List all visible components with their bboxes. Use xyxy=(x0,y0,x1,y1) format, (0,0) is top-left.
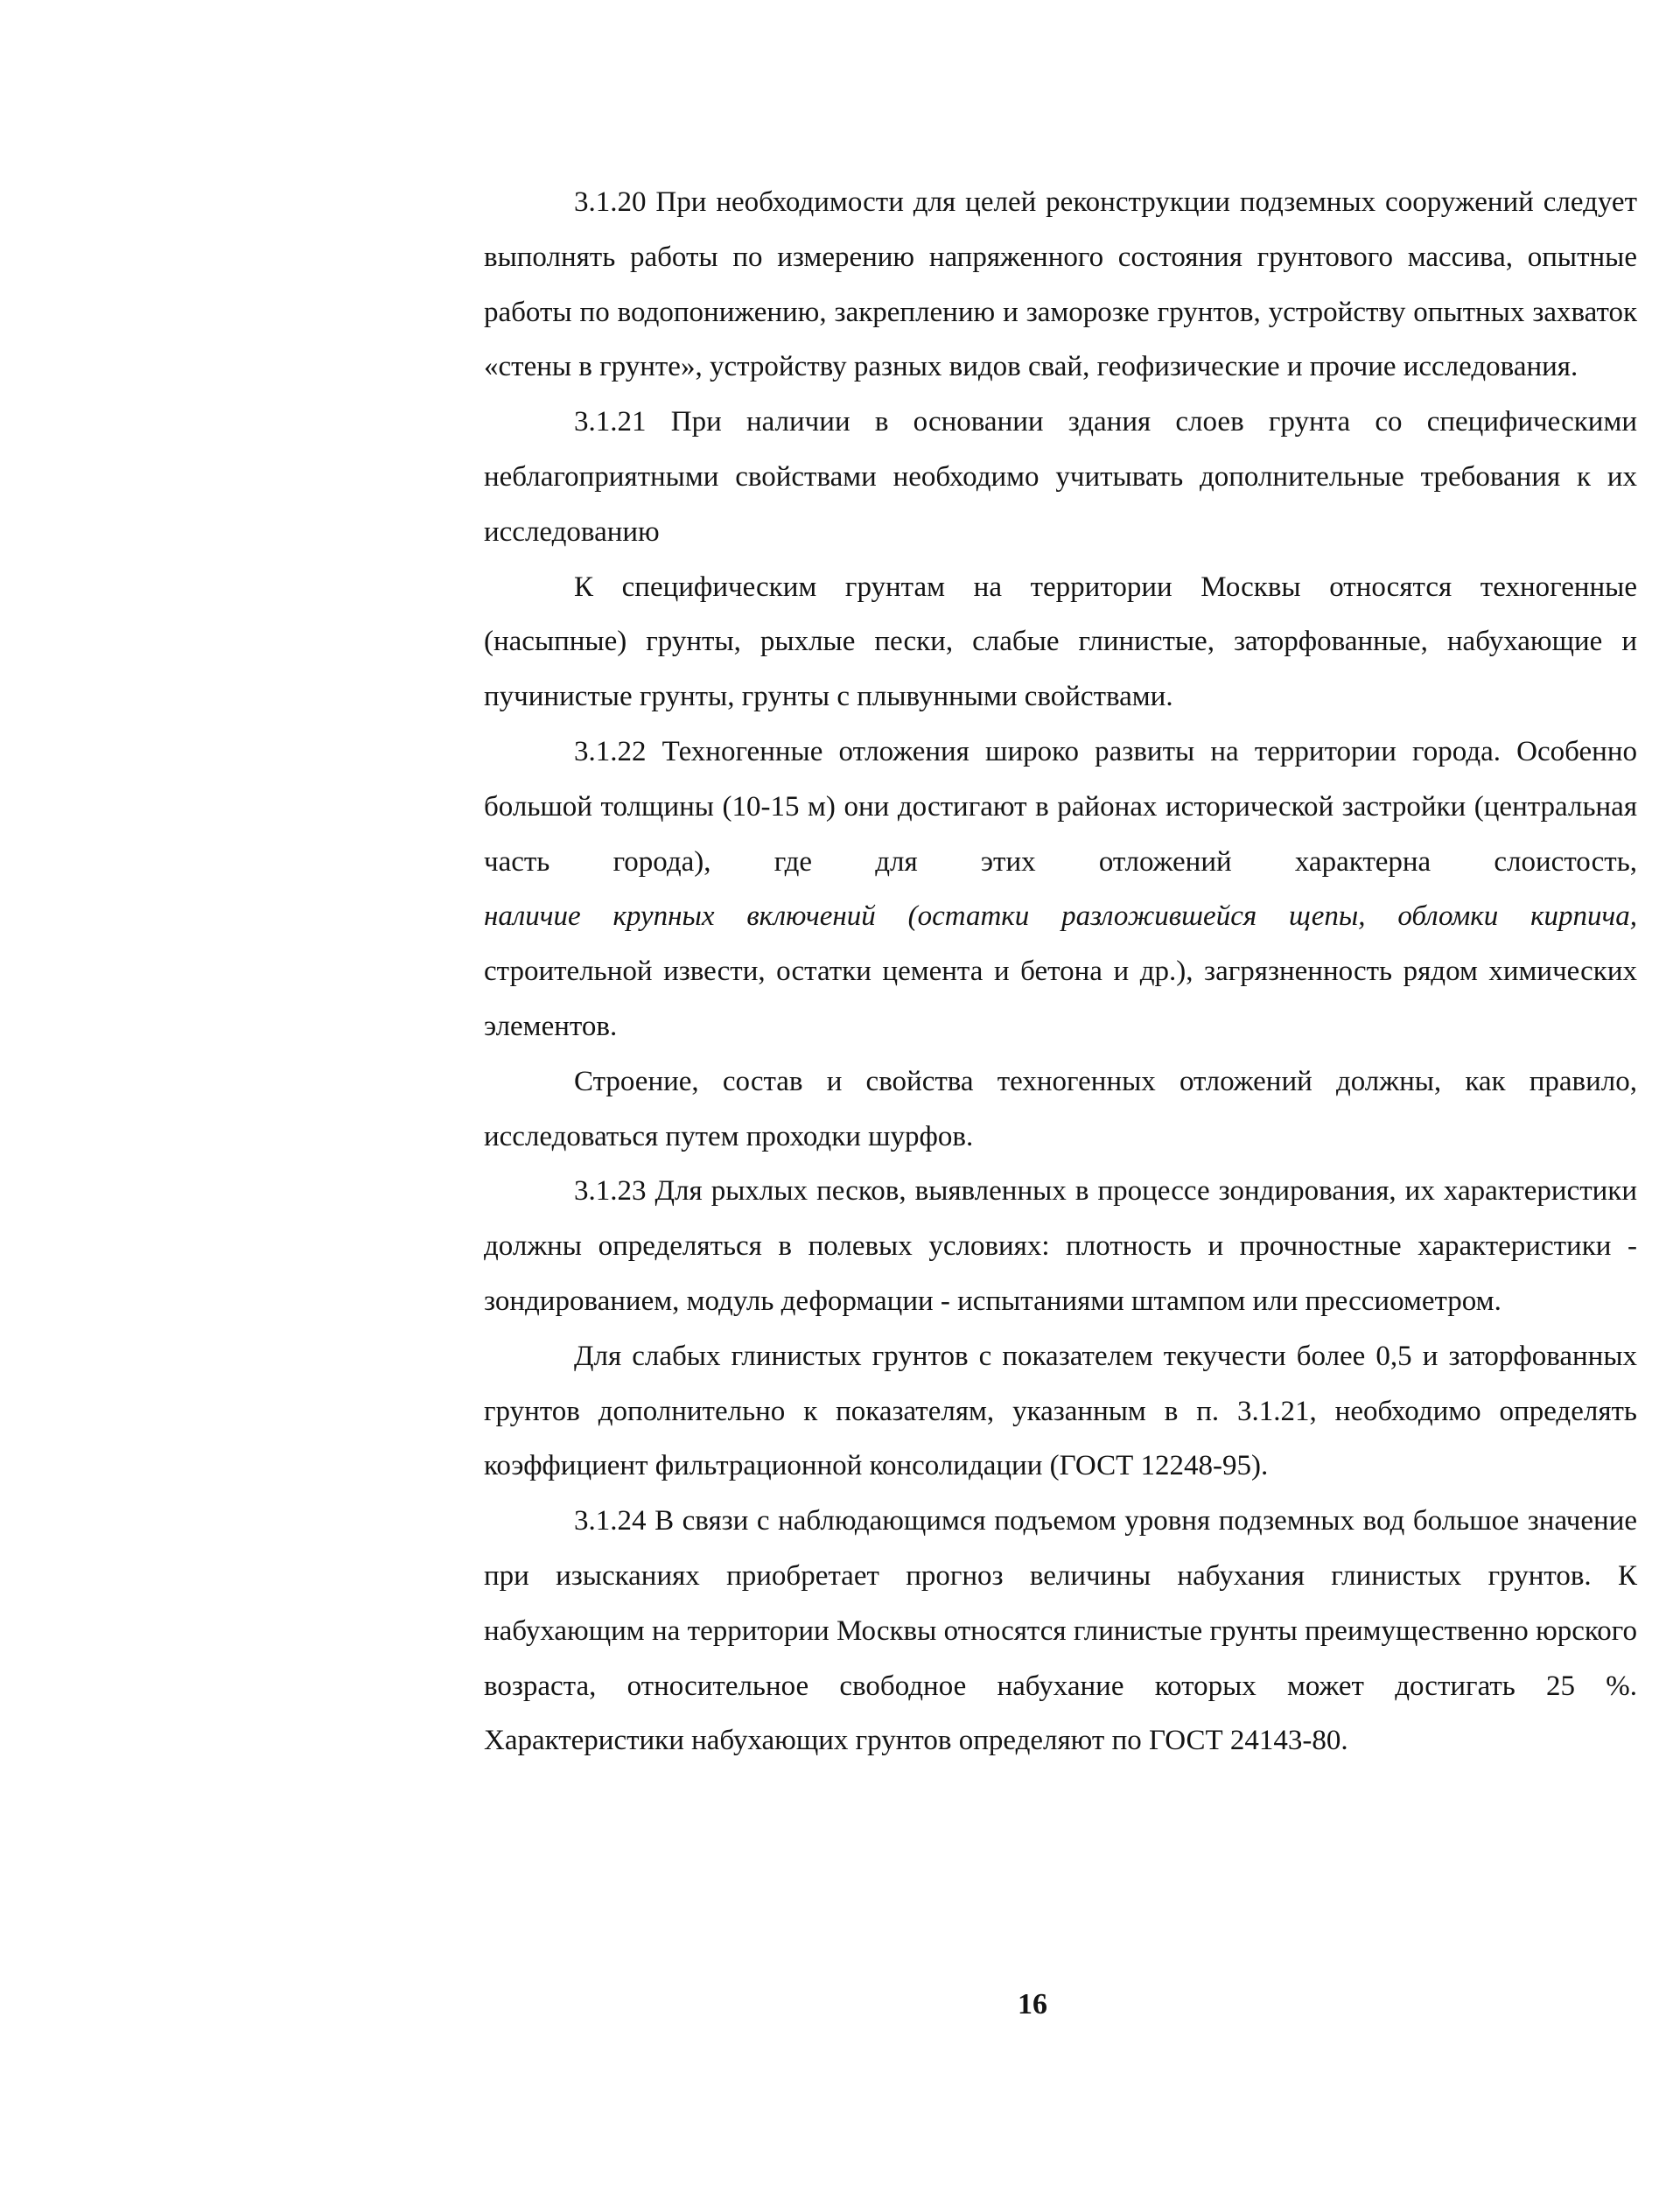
paragraph-3-1-23: 3.1.23 Для рыхлых песков, выявленных в процессе зондирования, их характеристики должны определяться в полевых условиях: плотность и прочностные характеристики - зондированием, модуль деформации - испытаниями штампом или прессиометром. xyxy=(484,1175,1637,1317)
paragraph-specific-soils: К специфическим грунтам на территории Москвы относятся техногенные (насыпные) грунты, рыхлые пески, слабые глинистые, заторфованные, набухающие и пучинистые грунты, грунты с плывунными свойствами. xyxy=(484,571,1637,713)
paragraph-3-1-22: 3.1.22 Техногенные отложения широко развиты на территории города. Особенно большой толщины (10-15 м) они достигают в районах исторической застройки (центральная часть города), где для этих отложений характерна слоистость, xyxy=(484,735,1637,878)
page-number: 16 xyxy=(1018,1988,1047,2020)
paragraph-3-1-22-contamination: строительной извести, остатки цемента и бетона и др.), загрязненность рядом химических элементов. xyxy=(484,956,1637,1042)
document-body xyxy=(484,175,1637,1768)
paragraph-weak-clay-soils: Для слабых глинистых грунтов с показателем текучести более 0,5 и заторфованных грунтов дополнительно к показателям, указанным в п. 3.1.21, необходимо определять коэффициент фильтрационной консолидации (ГОСТ 12248-95). xyxy=(484,1340,1637,1482)
paragraph-3-1-24: 3.1.24 В связи с наблюдающимся подъемом уровня подземных вод большое значение при изысканиях приобретает прогноз величины набухания глинистых грунтов. К набухающим на территории Москвы относятся глинистые грунты преимущественно юрского возраста, относительное свободное набухание которых может достигать 25 %. Характеристики набухающих грунтов определяют по ГОСТ 24143-80. xyxy=(484,1505,1637,1757)
paragraph-structure-composition: Строение, состав и свойства техногенных отложений должны, как правило, исследоваться путем проходки шурфов. xyxy=(484,1065,1637,1152)
paragraph-3-1-20: 3.1.20 При необходимости для целей реконструкции подземных сооружений следует выполнять работы по измерению напряженного состояния грунтового массива, опытные работы по водопонижению, закреплению и заморозке грунтов, устройству опытных захваток «стены в грунте», устройству разных видов свай, геофизические и прочие исследования. xyxy=(484,186,1637,383)
paragraph-3-1-21: 3.1.21 При наличии в основании здания слоев грунта со специфическими неблагоприятными свойствами необходимо учитывать дополнительные требования к их исследованию xyxy=(484,406,1637,548)
paragraph-3-1-22-inclusions: наличие крупных включений (остатки разложившейся щепы, обломки кирпича, xyxy=(484,900,1637,933)
